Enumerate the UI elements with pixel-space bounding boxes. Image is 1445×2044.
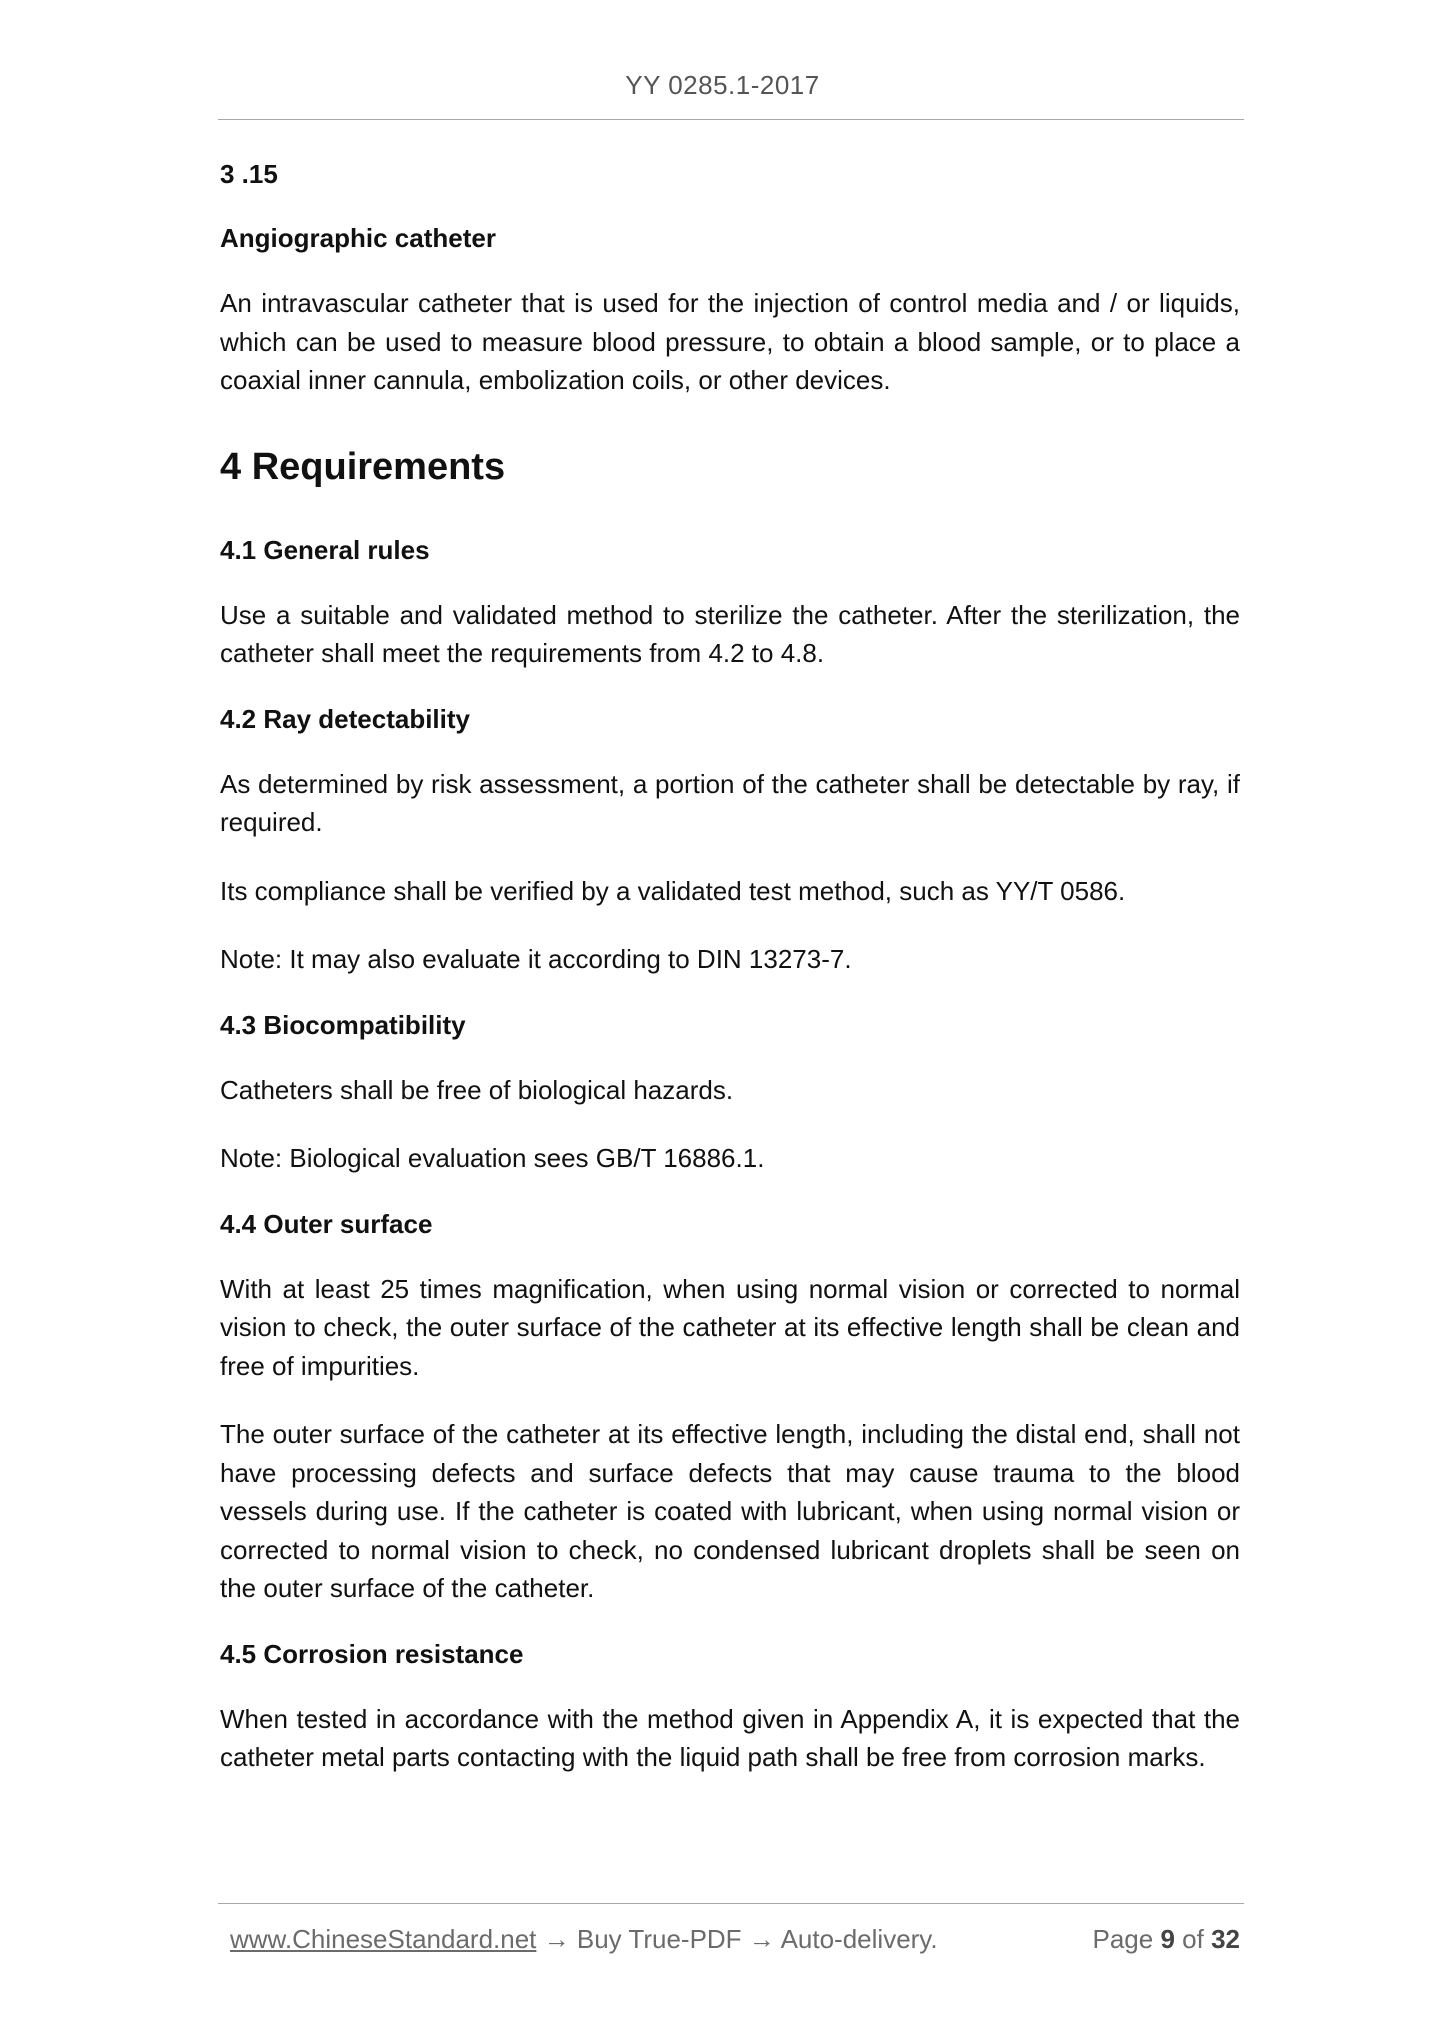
note-4-2: Note: It may also evaluate it according to DIN 13273-7. [220, 944, 852, 974]
page-current: 9 [1160, 1924, 1175, 1954]
term-heading: Angiographic catheter [220, 223, 496, 253]
page-of-label: of [1182, 1924, 1204, 1954]
paragraph-4-5: When tested in accordance with the method given in Appendix A, it is expected that the catheter metal parts contacting with the liquid path shall be free from corrosion marks. [220, 1703, 1240, 1772]
paragraph-4-2-b: Its compliance shall be verified by a validated test method, such as YY/T 0586. [220, 875, 1126, 906]
subsection-heading-4-1: 4.1 General rules [220, 534, 430, 565]
subsection-heading-4-5: 4.5 Corrosion resistance [220, 1638, 524, 1669]
paragraph-4-2-a: As determined by risk assessment, a portion of the catheter shall be detectable by ray, if required. [220, 768, 1240, 837]
page-number [1092, 1924, 1240, 1955]
footer-promo-text: → Buy True-PDF → Auto-delivery. [536, 1924, 938, 1954]
term-definition: An intravascular catheter that is used for the injection of control media and / or liquids, which can be used to measure blood pressure, to obtain a blood sample, or to place a coaxial inner cannula, embolization coils, or other devices. [220, 288, 1240, 395]
document-id-header: YY 0285.1-2017 [625, 70, 820, 100]
section-heading-requirements: 4 Requirements [220, 445, 506, 488]
note-4-3: Note: Biological evaluation sees GB/T 16886.1. [220, 1143, 765, 1173]
paragraph-4-4-a: With at least 25 times magnification, when using normal vision or corrected to normal vision to check, the outer surface of the catheter at its effective length shall be clean and free of impurities. [220, 1273, 1240, 1381]
subsection-heading-4-4: 4.4 Outer surface [220, 1208, 433, 1239]
paragraph-4-3: Catheters shall be free of biological hazards. [220, 1074, 734, 1105]
subsection-heading-4-2: 4.2 Ray detectability [220, 703, 470, 734]
subsection-heading-4-3: 4.3 Biocompatibility [220, 1009, 466, 1040]
page-total: 32 [1211, 1924, 1240, 1954]
footer-divider [218, 1903, 1244, 1904]
page-content [220, 140, 1240, 1777]
website-link[interactable]: www.ChineseStandard.net [230, 1924, 537, 1954]
paragraph-4-4-b: The outer surface of the catheter at its effective length, including the distal end, shall not have processing defects and surface defects that may cause trauma to the blood vessels during use. If the catheter is coated with lubricant, when using normal vision or corrected to normal vision to check, no condensed lubricant droplets shall be seen on the outer surface of the catheter. [220, 1419, 1240, 1603]
header-divider [218, 119, 1244, 120]
page-label: Page [1092, 1924, 1154, 1954]
clause-number: 3 .15 [220, 159, 278, 189]
footer-promo [230, 1924, 938, 1955]
paragraph-4-1: Use a suitable and validated method to sterilize the catheter. After the sterilization, the catheter shall meet the requirements from 4.2 to 4.8. [220, 599, 1240, 668]
